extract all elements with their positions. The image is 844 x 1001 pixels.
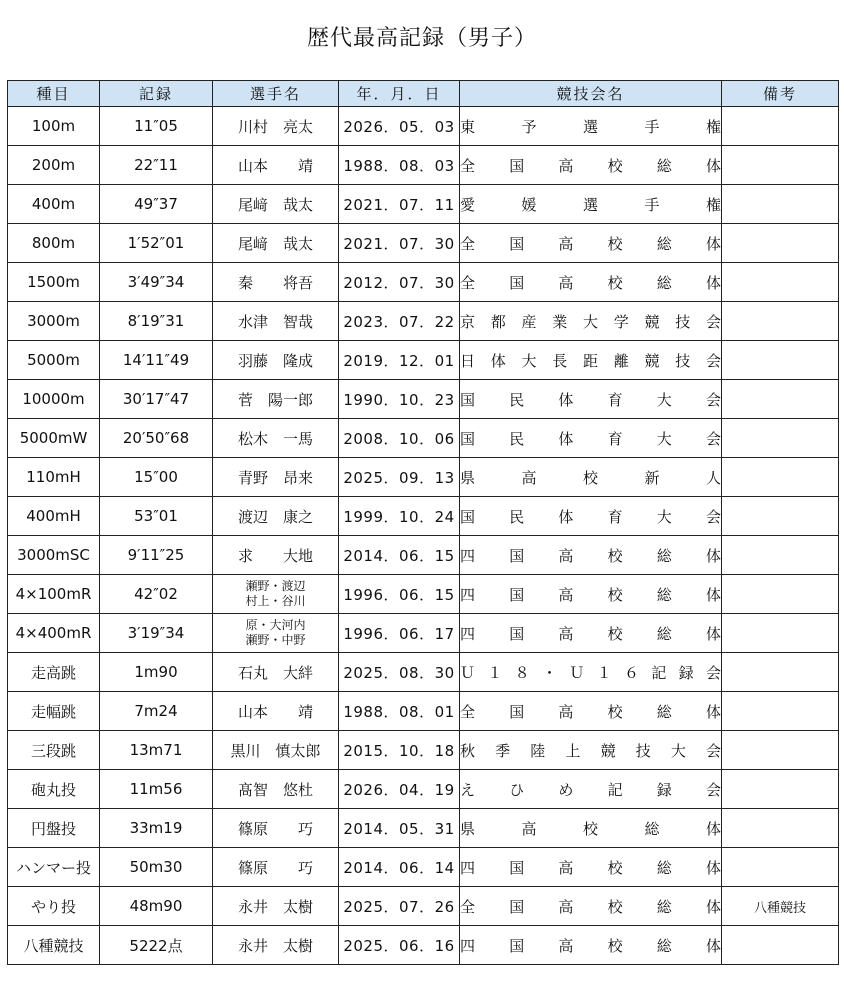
table-row xyxy=(8,497,839,536)
table-row xyxy=(8,341,839,380)
athlete-cell: 黒川 慎太郎 xyxy=(213,731,339,770)
record-cell: 3′19″34 xyxy=(100,614,213,653)
record-cell: 14′11″49 xyxy=(100,341,213,380)
event-cell: 100m xyxy=(8,107,100,146)
competition-cell: 全 国 高 校 総 体 xyxy=(460,263,722,302)
table-row xyxy=(8,770,839,809)
note-cell xyxy=(722,770,839,809)
event-cell: 砲丸投 xyxy=(8,770,100,809)
header-competition: 競技会名 xyxy=(460,81,722,107)
date-cell: 2014．06．15 xyxy=(339,536,460,575)
record-cell: 7m24 xyxy=(100,692,213,731)
table-row xyxy=(8,926,839,965)
table-row xyxy=(8,809,839,848)
athlete-cell: 尾﨑 哉太 xyxy=(213,224,339,263)
competition-cell: 四 国 高 校 総 体 xyxy=(460,926,722,965)
event-cell: 200m xyxy=(8,146,100,185)
date-cell: 1988．08．01 xyxy=(339,692,460,731)
record-cell: 50m30 xyxy=(100,848,213,887)
athlete-cell: 石丸 大絆 xyxy=(213,653,339,692)
athlete-cell: 菅 陽一郎 xyxy=(213,380,339,419)
note-cell xyxy=(722,692,839,731)
athlete-cell: 篠原 巧 xyxy=(213,809,339,848)
competition-cell: 県 高 校 新 人 xyxy=(460,458,722,497)
header-date: 年．月．日 xyxy=(339,81,460,107)
athlete-cell: 篠原 巧 xyxy=(213,848,339,887)
competition-cell: 国 民 体 育 大 会 xyxy=(460,497,722,536)
event-cell: 走高跳 xyxy=(8,653,100,692)
table-row xyxy=(8,224,839,263)
event-cell: 5000mW xyxy=(8,419,100,458)
competition-cell: 全 国 高 校 総 体 xyxy=(460,887,722,926)
competition-cell: 全 国 高 校 総 体 xyxy=(460,146,722,185)
note-cell xyxy=(722,458,839,497)
note-cell xyxy=(722,653,839,692)
event-cell: 三段跳 xyxy=(8,731,100,770)
athlete-cell: 山本 靖 xyxy=(213,146,339,185)
date-cell: 2025．08．30 xyxy=(339,653,460,692)
relay-members-line: 瀬野・渡辺 xyxy=(245,579,306,593)
table-row xyxy=(8,575,839,614)
table-row xyxy=(8,146,839,185)
date-cell: 2025．07．26 xyxy=(339,887,460,926)
relay-members-line: 瀬野・中野 xyxy=(245,633,306,647)
table-header-row xyxy=(8,81,839,107)
record-cell: 33m19 xyxy=(100,809,213,848)
competition-cell: 国 民 体 育 大 会 xyxy=(460,419,722,458)
athlete-cell xyxy=(213,614,339,653)
date-cell: 1996．06．17 xyxy=(339,614,460,653)
table-body xyxy=(8,107,839,965)
competition-cell: 秋季陸上競技大会 xyxy=(460,731,722,770)
athlete-cell: 永井 太樹 xyxy=(213,926,339,965)
record-cell: 22″11 xyxy=(100,146,213,185)
competition-cell: 全 国 高 校 総 体 xyxy=(460,692,722,731)
note-cell xyxy=(722,263,839,302)
event-cell: 3000m xyxy=(8,302,100,341)
competition-cell: 四 国 高 校 総 体 xyxy=(460,614,722,653)
competition-cell: え ひ め 記 録 会 xyxy=(460,770,722,809)
table-row xyxy=(8,107,839,146)
table-row xyxy=(8,419,839,458)
record-cell: 5222点 xyxy=(100,926,213,965)
table-row xyxy=(8,731,839,770)
event-cell: 円盤投 xyxy=(8,809,100,848)
record-cell: 11″05 xyxy=(100,107,213,146)
athlete-cell xyxy=(213,575,339,614)
competition-cell: 日体大長距離競技会 xyxy=(460,341,722,380)
event-cell: 4×400mR xyxy=(8,614,100,653)
event-cell: 4×100mR xyxy=(8,575,100,614)
record-cell: 13m71 xyxy=(100,731,213,770)
event-cell: 走幅跳 xyxy=(8,692,100,731)
relay-members-line: 原・大河内 xyxy=(245,618,306,632)
athlete-cell: 秦 将吾 xyxy=(213,263,339,302)
competition-cell: 京都産業大学競技会 xyxy=(460,302,722,341)
record-cell: 49″37 xyxy=(100,185,213,224)
event-cell: 400m xyxy=(8,185,100,224)
event-cell: 110mH xyxy=(8,458,100,497)
table-row xyxy=(8,653,839,692)
record-cell: 42″02 xyxy=(100,575,213,614)
competition-cell: 東 予 選 手 権 xyxy=(460,107,722,146)
note-cell xyxy=(722,224,839,263)
record-cell: 53″01 xyxy=(100,497,213,536)
header-athlete: 選手名 xyxy=(213,81,339,107)
note-cell xyxy=(722,575,839,614)
event-cell: 10000m xyxy=(8,380,100,419)
date-cell: 2012．07．30 xyxy=(339,263,460,302)
note-cell xyxy=(722,926,839,965)
note-cell xyxy=(722,341,839,380)
record-cell: 20′50″68 xyxy=(100,419,213,458)
table-row xyxy=(8,536,839,575)
competition-cell: 全 国 高 校 総 体 xyxy=(460,224,722,263)
event-cell: やり投 xyxy=(8,887,100,926)
record-cell: 30′17″47 xyxy=(100,380,213,419)
note-cell xyxy=(722,497,839,536)
table-row xyxy=(8,185,839,224)
event-cell: 1500m xyxy=(8,263,100,302)
athlete-cell: 求 大地 xyxy=(213,536,339,575)
note-cell xyxy=(722,614,839,653)
table-row xyxy=(8,380,839,419)
record-cell: 48m90 xyxy=(100,887,213,926)
athlete-cell: 山本 靖 xyxy=(213,692,339,731)
records-table xyxy=(7,80,839,965)
note-cell: 八種競技 xyxy=(722,887,839,926)
competition-cell: 四 国 高 校 総 体 xyxy=(460,848,722,887)
date-cell: 2019．12．01 xyxy=(339,341,460,380)
relay-members-line: 村上・谷川 xyxy=(245,594,306,608)
athlete-cell: 川村 亮太 xyxy=(213,107,339,146)
note-cell xyxy=(722,731,839,770)
athlete-cell: 渡辺 康之 xyxy=(213,497,339,536)
table-row xyxy=(8,692,839,731)
date-cell: 2014．05．31 xyxy=(339,809,460,848)
event-cell: 3000mSC xyxy=(8,536,100,575)
note-cell xyxy=(722,809,839,848)
record-cell: 1′52″01 xyxy=(100,224,213,263)
note-cell xyxy=(722,302,839,341)
athlete-cell: 青野 昂来 xyxy=(213,458,339,497)
date-cell: 2014．06．14 xyxy=(339,848,460,887)
date-cell: 2015．10．18 xyxy=(339,731,460,770)
header-event: 種目 xyxy=(8,81,100,107)
table-row xyxy=(8,887,839,926)
event-cell: 800m xyxy=(8,224,100,263)
athlete-cell: 羽藤 隆成 xyxy=(213,341,339,380)
competition-cell: Ｕ１８・Ｕ１６記録会 xyxy=(460,653,722,692)
date-cell: 1999．10．24 xyxy=(339,497,460,536)
date-cell: 2021．07．30 xyxy=(339,224,460,263)
date-cell: 1990．10．23 xyxy=(339,380,460,419)
athlete-cell: 尾﨑 哉太 xyxy=(213,185,339,224)
table-row xyxy=(8,848,839,887)
record-cell: 1m90 xyxy=(100,653,213,692)
header-note: 備考 xyxy=(722,81,839,107)
note-cell xyxy=(722,848,839,887)
table-row xyxy=(8,614,839,653)
competition-cell: 四 国 高 校 総 体 xyxy=(460,575,722,614)
table-row xyxy=(8,263,839,302)
record-cell: 9′11″25 xyxy=(100,536,213,575)
competition-cell: 県 高 校 総 体 xyxy=(460,809,722,848)
athlete-cell: 髙智 悠杜 xyxy=(213,770,339,809)
athlete-cell: 永井 太樹 xyxy=(213,887,339,926)
date-cell: 1996．06．15 xyxy=(339,575,460,614)
event-cell: 5000m xyxy=(8,341,100,380)
competition-cell: 愛 媛 選 手 権 xyxy=(460,185,722,224)
date-cell: 2023．07．22 xyxy=(339,302,460,341)
note-cell xyxy=(722,146,839,185)
note-cell xyxy=(722,107,839,146)
athlete-cell: 松木 一馬 xyxy=(213,419,339,458)
event-cell: 400mH xyxy=(8,497,100,536)
note-cell xyxy=(722,536,839,575)
note-cell xyxy=(722,419,839,458)
date-cell: 2026．04．19 xyxy=(339,770,460,809)
note-cell xyxy=(722,185,839,224)
competition-cell: 国 民 体 育 大 会 xyxy=(460,380,722,419)
date-cell: 2008．10．06 xyxy=(339,419,460,458)
table-row xyxy=(8,458,839,497)
date-cell: 2021．07．11 xyxy=(339,185,460,224)
date-cell: 2026．05．03 xyxy=(339,107,460,146)
page-title: 歴代最高記録（男子） xyxy=(306,26,537,51)
record-cell: 15″00 xyxy=(100,458,213,497)
record-cell: 3′49″34 xyxy=(100,263,213,302)
header-record: 記録 xyxy=(100,81,213,107)
event-cell: 八種競技 xyxy=(8,926,100,965)
table-row xyxy=(8,302,839,341)
note-cell xyxy=(722,380,839,419)
competition-cell: 四 国 高 校 総 体 xyxy=(460,536,722,575)
date-cell: 1988．08．03 xyxy=(339,146,460,185)
record-cell: 8′19″31 xyxy=(100,302,213,341)
record-cell: 11m56 xyxy=(100,770,213,809)
event-cell: ハンマー投 xyxy=(8,848,100,887)
athlete-cell: 水津 智哉 xyxy=(213,302,339,341)
date-cell: 2025．09．13 xyxy=(339,458,460,497)
date-cell: 2025．06．16 xyxy=(339,926,460,965)
